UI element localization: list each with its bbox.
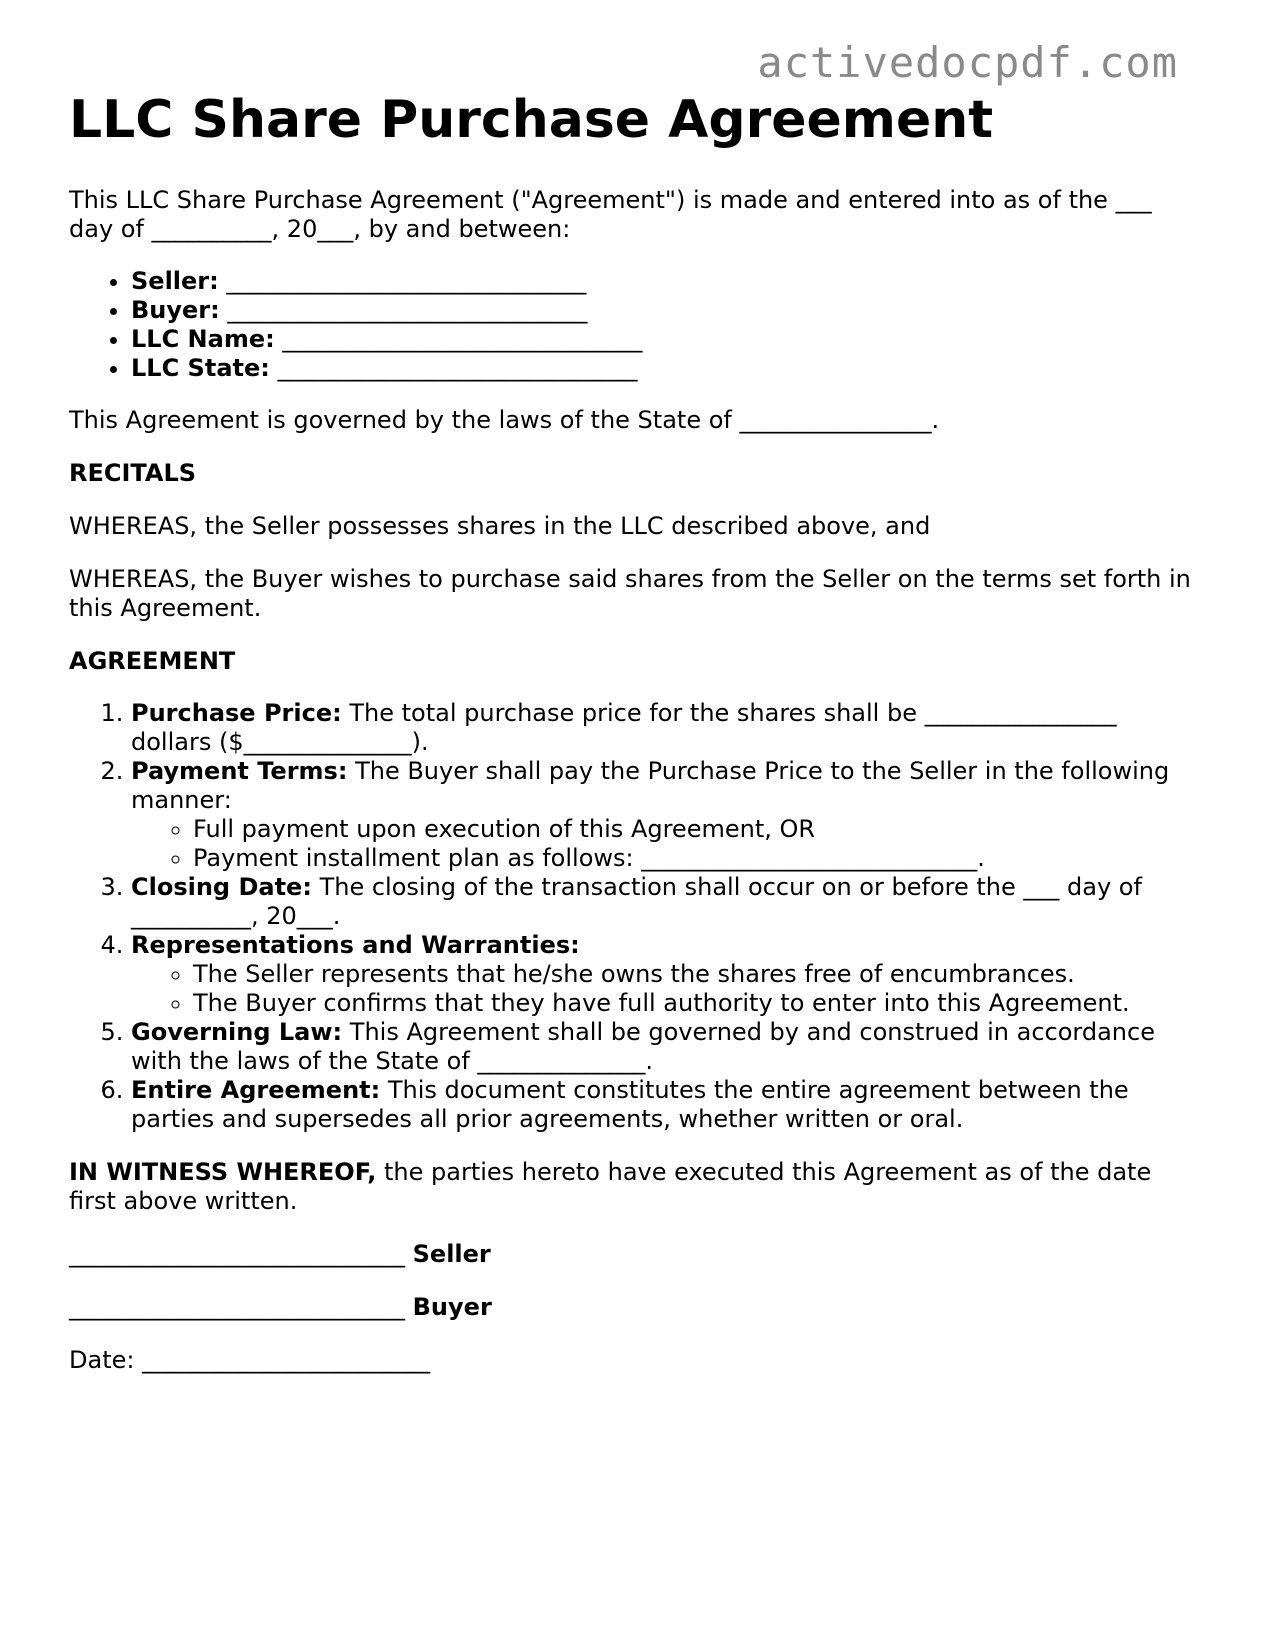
terms-list xyxy=(69,699,1199,1134)
party-blank: ______________________________ xyxy=(282,325,643,353)
term-label: Payment Terms: xyxy=(131,757,348,785)
term-text: This Agreement shall be governed by and construed in accordance with the laws of the State of ______________. xyxy=(131,1018,1155,1075)
term-label: Governing Law: xyxy=(131,1018,343,1046)
recitals-heading: RECITALS xyxy=(69,459,197,487)
witness-label: IN WITNESS WHEREOF, xyxy=(69,1158,377,1186)
buyer-signature-line xyxy=(69,1293,1199,1322)
term-label: Entire Agreement: xyxy=(131,1076,381,1104)
term-payment-terms xyxy=(131,757,1199,873)
signature-blank: ____________________________ xyxy=(69,1293,405,1321)
document xyxy=(69,88,1199,1375)
representation-item: ◦ The Seller represents that he/she owns the shares free of encumbrances. xyxy=(193,960,1199,989)
seller-signature-line xyxy=(69,1240,1199,1269)
date-line xyxy=(69,1346,1199,1375)
party-blank: ______________________________ xyxy=(277,354,638,382)
witness-text: the parties hereto have executed this Agreement as of the date first above written. xyxy=(69,1158,1152,1215)
party-seller xyxy=(131,267,1199,296)
party-label: Buyer: xyxy=(131,296,220,324)
term-label: Purchase Price: xyxy=(131,699,342,727)
payment-option: ◦ Full payment upon execution of this Agreement, OR xyxy=(193,815,1199,844)
term-text: The closing of the transaction shall occur on or before the ___ day of __________, 20___. xyxy=(131,873,1142,930)
witness-paragraph xyxy=(69,1158,1199,1216)
recital-1: WHEREAS, the Seller possesses shares in the LLC described above, and xyxy=(69,512,931,540)
party-buyer xyxy=(131,296,1199,325)
party-blank: ______________________________ xyxy=(227,296,588,324)
governing-state-paragraph: This Agreement is governed by the laws of the State of ________________. xyxy=(69,406,940,434)
signature-role: Buyer xyxy=(412,1293,492,1321)
agreement-heading: AGREEMENT xyxy=(69,647,236,675)
signature-role: Seller xyxy=(412,1240,491,1268)
party-label: Seller: xyxy=(131,267,219,295)
representations-list xyxy=(131,960,1199,1018)
party-label: LLC State: xyxy=(131,354,270,382)
payment-option: ◦ Payment installment plan as follows: ____________________________. xyxy=(193,844,1199,873)
date-label: Date: xyxy=(69,1346,135,1374)
signature-blank: ____________________________ xyxy=(69,1240,405,1268)
party-llc-state xyxy=(131,354,1199,383)
parties-list xyxy=(69,267,1199,383)
party-llc-name xyxy=(131,325,1199,354)
date-blank: ________________________ xyxy=(142,1346,431,1374)
term-closing-date xyxy=(131,873,1199,931)
term-text: This document constitutes the entire agreement between the parties and supersedes all prior agreements, whether written or oral. xyxy=(131,1076,1129,1133)
intro-paragraph: This LLC Share Purchase Agreement ("Agreement") is made and entered into as of the ___ day of __________, 20___, by and between: xyxy=(69,186,1152,243)
term-purchase-price xyxy=(131,699,1199,757)
page-title: LLC Share Purchase Agreement xyxy=(69,90,994,150)
watermark: activedocpdf.com xyxy=(757,38,1178,87)
term-governing-law xyxy=(131,1018,1199,1076)
term-entire-agreement xyxy=(131,1076,1199,1134)
term-text: The Buyer shall pay the Purchase Price to the Seller in the following manner: xyxy=(131,757,1170,814)
party-label: LLC Name: xyxy=(131,325,275,353)
term-representations xyxy=(131,931,1199,1018)
term-text: The total purchase price for the shares shall be ________________ dollars ($______________). xyxy=(131,699,1117,756)
term-label: Closing Date: xyxy=(131,873,312,901)
party-blank: ______________________________ xyxy=(226,267,587,295)
payment-options-list xyxy=(131,815,1199,873)
representation-item: ◦ The Buyer confirms that they have full authority to enter into this Agreement. xyxy=(193,989,1199,1018)
term-label: Representations and Warranties: xyxy=(131,931,580,959)
recital-2: WHEREAS, the Buyer wishes to purchase said shares from the Seller on the terms set forth in this Agreement. xyxy=(69,565,1191,622)
